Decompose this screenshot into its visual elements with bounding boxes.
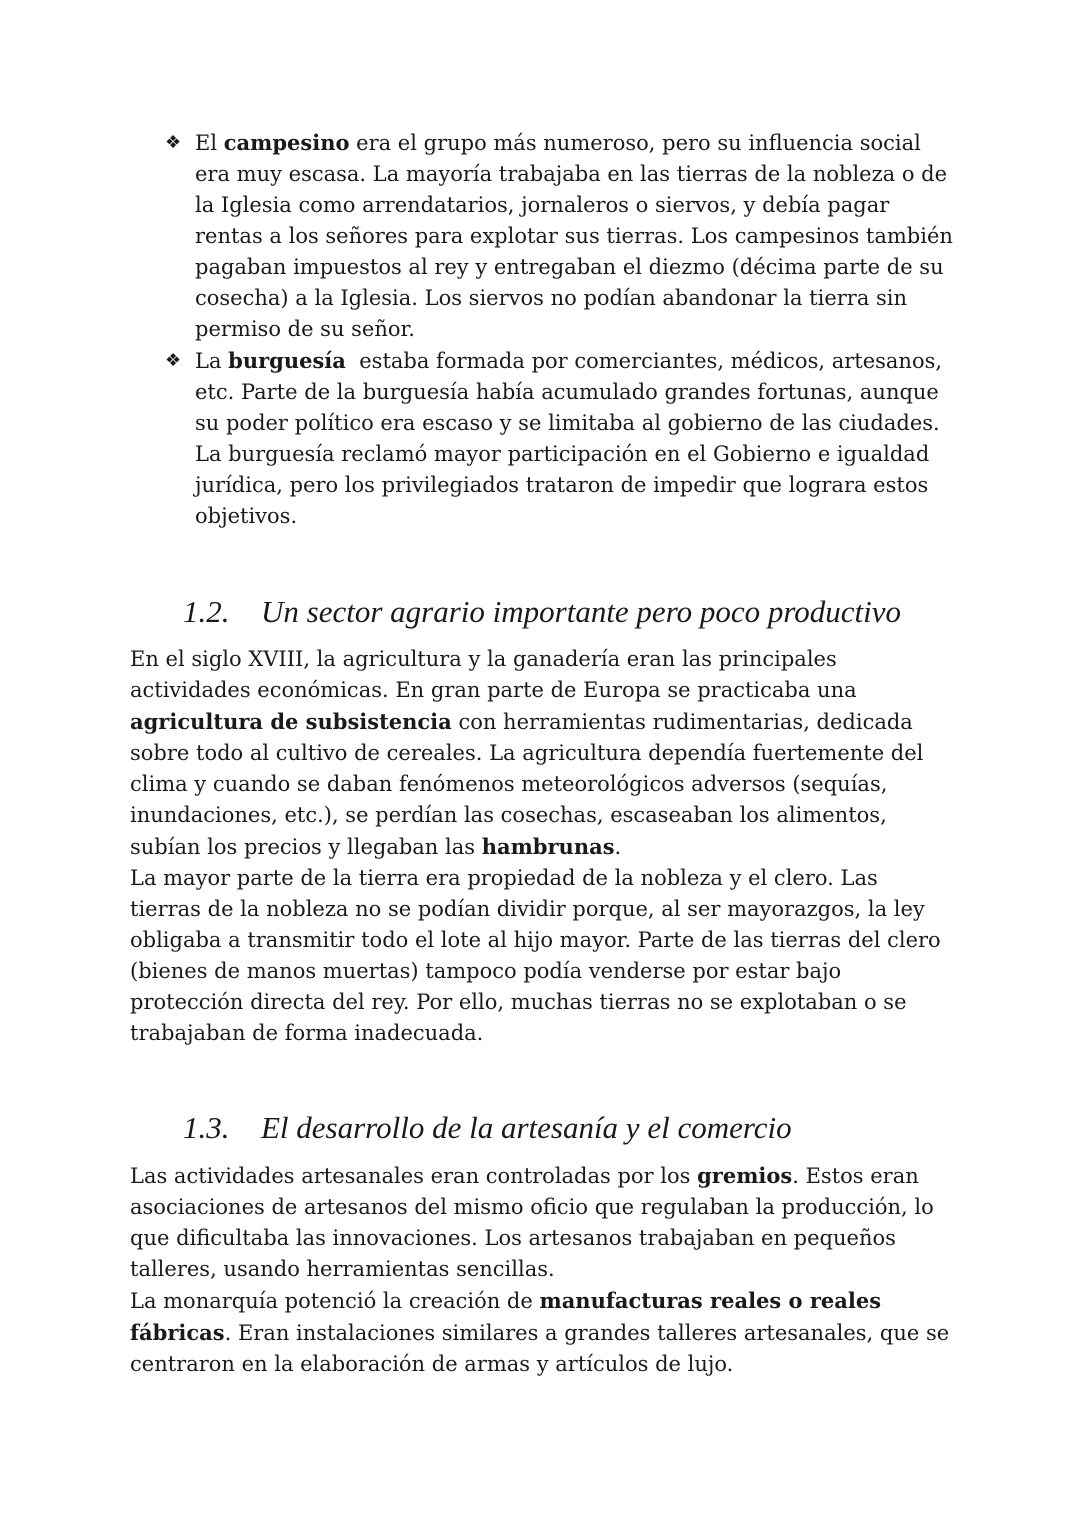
section-number: 1.3.: [183, 1110, 230, 1145]
paragraph-text: con herramientas rudimentarias, dedicada sobre todo al cultivo de cereales. La agricultura dependía fuertemente del clima y cuando se daban fenómenos meteorológicos adversos (sequías, inundaciones, etc.), se perdían las cosechas, escaseaban los alimentos, subían los precios y llegaban las: [130, 710, 924, 859]
bullet-item-campesino: [165, 127, 955, 345]
bullet-text-post: era el grupo más numeroso, pero su influencia social era muy escasa. La mayoría trabajaba en las tierras de la nobleza o de la Iglesia como arrendatarios, jornaleros o siervos, y debía pagar rentas a los señores para explotar sus tierras. Los campesinos también pagaban impuestos al rey y entregaban el diezmo (décima parte de su cosecha) a la Iglesia. Los siervos no podían abandonar la tierra sin permiso de su señor.: [195, 131, 953, 341]
section-title: El desarrollo de la artesanía y el comercio: [261, 1110, 792, 1145]
paragraph-text: . Estos eran asociaciones de artesanos del mismo oficio que regulaban la producción, lo que dificultaba las innovaciones. Los artesanos trabajaban en pequeños talleres, usando herramientas sencillas.: [130, 1164, 934, 1281]
bold-term: agricultura de subsistencia: [130, 709, 452, 734]
bold-term: gremios: [697, 1163, 793, 1188]
section-body-1-2: [130, 644, 955, 1049]
paragraph-text: Las actividades artesanales eran controladas por los: [130, 1164, 698, 1188]
bullet-bold-term: campesino: [223, 130, 350, 155]
section-heading-1-3: [183, 1108, 792, 1148]
paragraph: [130, 1285, 955, 1380]
paragraph-text: En el siglo XVIII, la agricultura y la ganadería eran las principales actividades económicas. En gran parte de Europa se practicaba una: [130, 647, 857, 702]
section-title: Un sector agrario importante pero poco productivo: [261, 594, 902, 629]
bullet-text-pre: La: [195, 349, 229, 373]
bullet-text-post: estaba formada por comerciantes, médicos, artesanos, etc. Parte de la burguesía había acumulado grandes fortunas, aunque su poder político era escaso y se limitaba al gobierno de las ciudades. La burguesía reclamó mayor participación en el Gobierno e igualdad jurídica, pero los privilegiados trataron de impedir que lograra estos objetivos.: [195, 349, 949, 528]
section-body-1-3: [130, 1160, 955, 1380]
bold-term: manufacturas reales o reales fábricas: [130, 1288, 882, 1345]
paragraph-text: . Eran instalaciones similares a grandes talleres artesanales, que se centraron en la elaboración de armas y artículos de lujo.: [130, 1321, 950, 1376]
section-number: 1.2.: [183, 594, 230, 629]
diamond-bullet-icon: ❖: [165, 132, 182, 153]
paragraph-text: La monarquía potenció la creación de: [130, 1289, 540, 1313]
paragraph: La mayor parte de la tierra era propiedad de la nobleza y el clero. Las tierras de la nobleza no se podían dividir porque, al ser mayorazgos, la ley obligaba a transmitir todo el lote al hijo mayor. Parte de las tierras del clero (bienes de manos muertas) tampoco podía venderse por estar bajo protección directa del rey. Por ello, muchas tierras no se explotaban o se trabajaban de forma inadecuada.: [130, 866, 941, 1045]
paragraph: [130, 1160, 955, 1285]
bullet-item-burguesia: [165, 345, 955, 532]
diamond-bullet-icon: ❖: [165, 350, 182, 371]
bullet-list: [165, 127, 955, 532]
paragraph: [130, 644, 955, 863]
bullet-text-pre: El: [195, 131, 224, 155]
section-heading-1-2: [183, 592, 901, 632]
bold-term: hambrunas: [481, 834, 615, 859]
bullet-bold-term: burguesía: [228, 348, 346, 373]
paragraph-text: .: [614, 835, 622, 859]
